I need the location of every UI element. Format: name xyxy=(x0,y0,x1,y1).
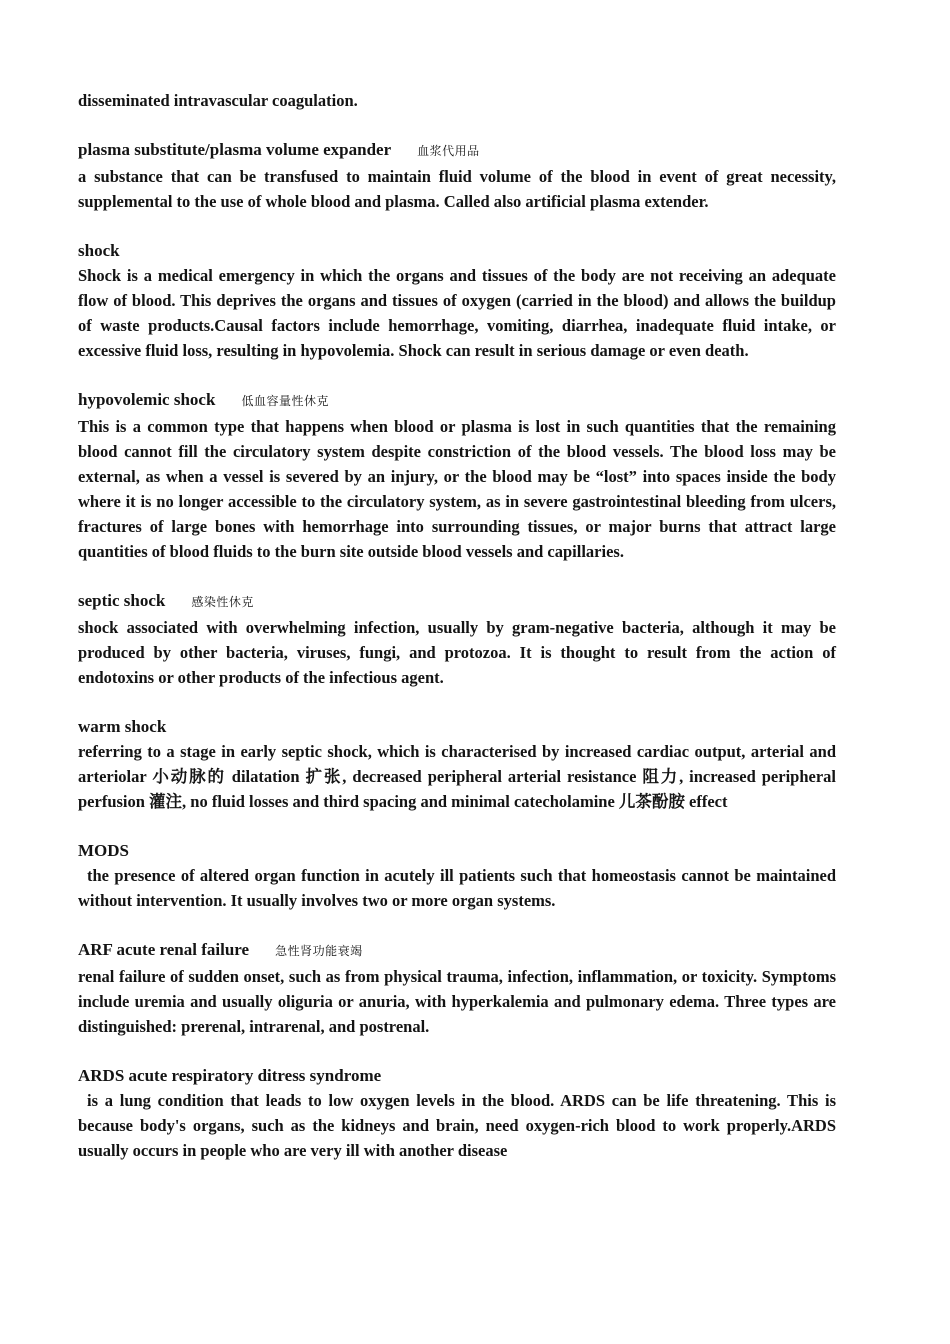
entry-plasma-substitute xyxy=(78,137,836,214)
entry-shock xyxy=(78,238,836,363)
term-chinese: 感染性休克 xyxy=(191,595,254,609)
term-english: shock xyxy=(78,241,120,260)
term-chinese: 急性肾功能衰竭 xyxy=(275,944,363,958)
entry-term xyxy=(78,838,836,863)
term-chinese: 血浆代用品 xyxy=(417,144,480,158)
entry-septic-shock xyxy=(78,588,836,690)
entry-definition: is a lung condition that leads to low oxygen levels in the blood. ARDS can be life threatening. This is because body's organs, such as the kidneys and brain, need oxygen-rich blood to work properly.ARDS usually occurs in people who are very ill with another disease xyxy=(78,1091,836,1160)
entry-definition: This is a common type that happens when blood or plasma is lost in such quantities that the remaining blood cannot fill the circulatory system despite constriction of the blood vessels. The blood loss may be external, as when a vessel is severed by an injury, or the blood may be “lost” into spaces inside the body where it is no longer accessible to the circulatory system, as in severe gastrointestinal bleeding from ulcers, fractures of large bones with hemorrhage into surrounding tissues, or major burns that attract large quantities of blood fluids to the burn site outside blood vessels and capillaries. xyxy=(78,417,836,561)
continuation-text: disseminated intravascular coagulation. xyxy=(78,91,358,110)
entry-term xyxy=(78,238,836,263)
entry-term xyxy=(78,588,836,615)
entry-definition: a substance that can be transfused to maintain fluid volume of the blood in event of great necessity, supplemental to the use of whole blood and plasma. Called also artificial plasma extender. xyxy=(78,167,836,211)
term-english: warm shock xyxy=(78,717,167,736)
entry-hypovolemic-shock xyxy=(78,387,836,564)
term-english: ARF acute renal failure xyxy=(78,940,250,959)
entry-definition: shock associated with overwhelming infection, usually by gram-negative bacteria, although it may be produced by other bacteria, viruses, fungi, and protozoa. It is thought to result from the action of endotoxins or other products of the infectious agent. xyxy=(78,618,836,687)
entry-term xyxy=(78,387,836,414)
entry-arf xyxy=(78,937,836,1039)
term-english: ARDS acute respiratory ditress syndrome xyxy=(78,1066,382,1085)
term-english: MODS xyxy=(78,841,129,860)
term-chinese: 低血容量性休克 xyxy=(241,394,329,408)
entry-term xyxy=(78,1063,836,1088)
term-english: septic shock xyxy=(78,591,166,610)
entry-term xyxy=(78,937,836,964)
term-english: plasma substitute/plasma volume expander xyxy=(78,140,392,159)
entry-definition: Shock is a medical emergency in which the organs and tissues of the body are not receiving an adequate flow of blood. This deprives the organs and tissues of oxygen (carried in the blood) and allows the buildup of waste products.Causal factors include hemorrhage, vomiting, diarrhea, inadequate fluid intake, or excessive fluid loss, resulting in hypovolemia. Shock can result in serious damage or even death. xyxy=(78,266,836,360)
entry-definition: the presence of altered organ function in acutely ill patients such that homeostasis cannot be maintained without intervention. It usually involves two or more organ systems. xyxy=(78,866,836,910)
document-page xyxy=(78,88,836,1163)
entry-warm-shock xyxy=(78,714,836,814)
entry-definition: referring to a stage in early septic shock, which is characterised by increased cardiac output, arterial and arteriolar 小动脉的 dilatation 扩张, decreased peripheral arterial resistance 阻力, increased peripheral perfusion 灌注, no fluid losses and third spacing and minimal catecholamine 儿茶酚胺 effect xyxy=(78,742,836,811)
term-english: hypovolemic shock xyxy=(78,390,216,409)
entry-term xyxy=(78,714,836,739)
entry-definition: renal failure of sudden onset, such as from physical trauma, infection, inflammation, or toxicity. Symptoms include uremia and usually oliguria or anuria, with hyperkalemia and pulmonary edema. Three types are distinguished: prerenal, intrarenal, and postrenal. xyxy=(78,967,836,1036)
entry-term xyxy=(78,137,836,164)
entry-mods xyxy=(78,838,836,913)
entry-ards xyxy=(78,1063,836,1163)
